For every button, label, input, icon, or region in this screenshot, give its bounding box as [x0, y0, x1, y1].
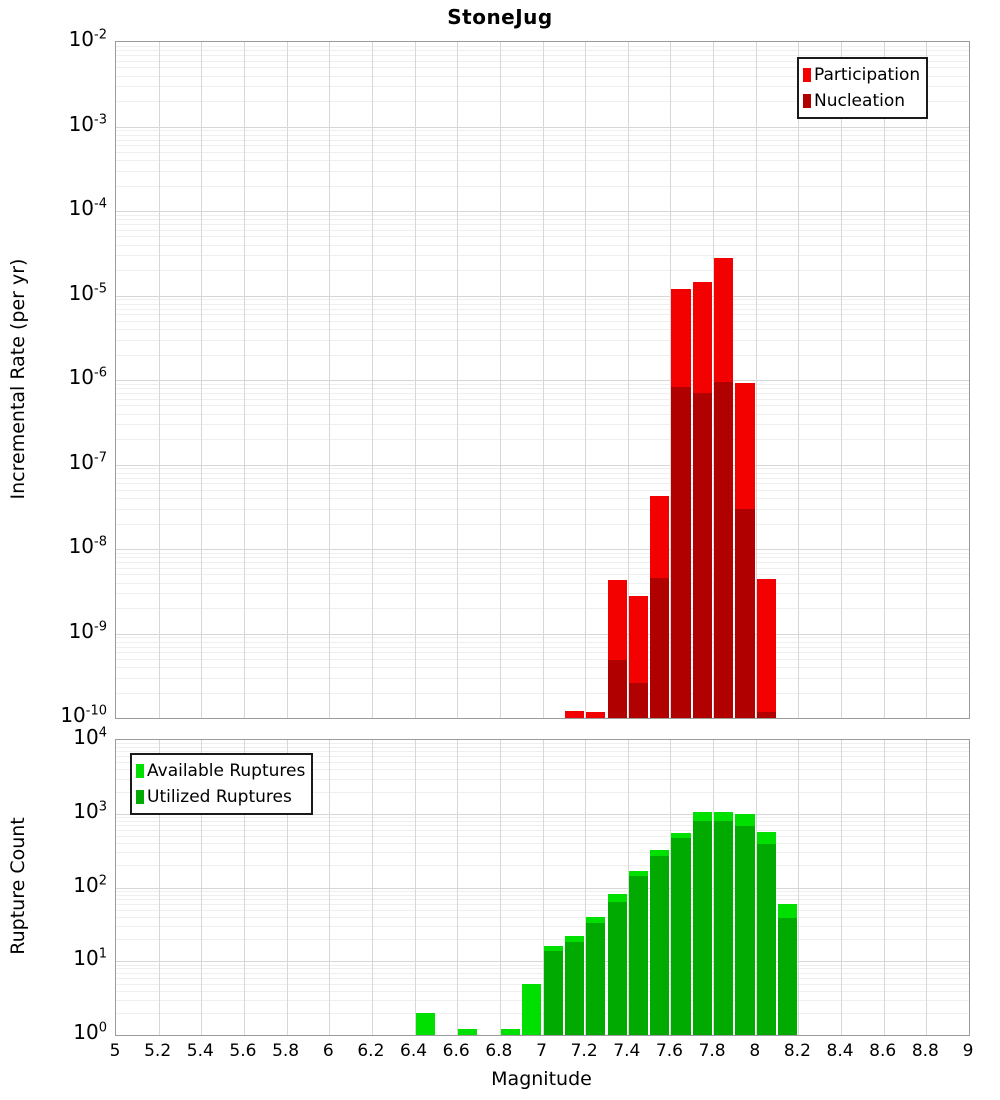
- bar-nucleation-m7.7: [693, 393, 712, 718]
- y-tick-label: $10^{-3}$: [68, 111, 107, 136]
- x-tick-label: 8: [749, 1041, 761, 1061]
- bar-utilized-ruptures-m7: [544, 951, 563, 1036]
- x-tick-label: 6.2: [357, 1041, 385, 1061]
- bottom-legend: [130, 753, 313, 815]
- x-tick-label: 7.2: [570, 1041, 598, 1061]
- vertical-gridline: [287, 42, 288, 718]
- x-tick-label: 6.4: [400, 1041, 428, 1061]
- bar-utilized-ruptures-m7.7: [693, 821, 712, 1035]
- bar-utilized-ruptures-m8: [757, 844, 776, 1035]
- legend-item-nucleation: [803, 88, 920, 114]
- x-tick-label: 8.2: [783, 1041, 811, 1061]
- legend-label: Participation: [814, 65, 921, 85]
- x-tick-label: 5.6: [229, 1041, 257, 1061]
- y-tick-label: $10^{-6}$: [68, 365, 107, 389]
- bar-utilized-ruptures-m7.6: [671, 838, 690, 1035]
- bar-available-ruptures-m6.8: [501, 1029, 520, 1036]
- y-tick-label: $10^{-9}$: [68, 618, 107, 643]
- bar-nucleation-m7.3: [608, 660, 627, 718]
- y-tick-label: $10^{-7}$: [68, 449, 107, 474]
- legend-label: Nucleation: [814, 91, 906, 111]
- vertical-gridline: [244, 42, 245, 718]
- x-tick-label: 8.6: [869, 1041, 897, 1061]
- x-tick-label: 7: [536, 1041, 547, 1061]
- bar-participation-m7.2: [586, 712, 605, 719]
- bar-nucleation-m8: [757, 712, 776, 719]
- available-ruptures-swatch-icon: [136, 764, 144, 778]
- bar-available-ruptures-m6.9: [522, 984, 541, 1036]
- bar-utilized-ruptures-m7.3: [608, 902, 627, 1035]
- y-tick-label: $10^{-4}$: [68, 196, 107, 220]
- bar-participation-m7.1: [565, 711, 584, 718]
- x-tick-label: 5.2: [144, 1041, 172, 1061]
- vertical-gridline: [798, 42, 799, 718]
- x-tick-label: 8.4: [826, 1041, 854, 1061]
- x-tick-label: 6: [322, 1041, 334, 1061]
- vertical-gridline: [884, 740, 885, 1035]
- y-tick-label: $10^{-10}$: [60, 703, 107, 727]
- x-tick-label: 5.8: [272, 1041, 300, 1061]
- legend-item-participation: [803, 62, 920, 88]
- vertical-gridline: [329, 42, 330, 718]
- chart-title: StoneJug: [447, 5, 553, 29]
- y-tick-label: $10^{-8}$: [68, 534, 107, 558]
- bar-utilized-ruptures-m7.4: [629, 876, 648, 1035]
- bar-nucleation-m7.9: [735, 509, 754, 718]
- bar-utilized-ruptures-m7.9: [735, 826, 754, 1035]
- vertical-gridline: [415, 740, 416, 1035]
- bar-nucleation-m7.4: [629, 683, 648, 718]
- x-tick-label: 5: [109, 1041, 121, 1061]
- y-tick-label: $10^0$: [73, 1020, 107, 1044]
- x-tick-label: 7.4: [613, 1041, 641, 1061]
- bar-utilized-ruptures-m8.1: [778, 918, 797, 1035]
- legend-item-available-ruptures: [136, 758, 305, 784]
- x-tick-label: 8.8: [911, 1041, 939, 1061]
- y-tick-label: $10^1$: [73, 946, 107, 971]
- vertical-gridline: [841, 740, 842, 1035]
- x-tick-label: 6.6: [442, 1041, 470, 1061]
- bar-utilized-ruptures-m7.1: [565, 942, 584, 1035]
- x-axis-title: Magnitude: [491, 1068, 592, 1090]
- vertical-gridline: [372, 42, 373, 718]
- bottom-y-axis-title: Rupture Count: [7, 817, 29, 955]
- legend-label: Utilized Ruptures: [147, 787, 292, 807]
- y-tick-label: $10^3$: [73, 798, 107, 823]
- vertical-gridline: [585, 42, 586, 718]
- vertical-gridline: [415, 42, 416, 718]
- bar-participation-m8: [757, 579, 776, 718]
- vertical-gridline: [329, 740, 330, 1035]
- legend-label: Available Ruptures: [147, 761, 306, 781]
- y-tick-label: $10^{-5}$: [68, 280, 107, 305]
- vertical-gridline: [500, 42, 501, 718]
- vertical-gridline: [926, 740, 927, 1035]
- top-plot-area: [115, 41, 970, 719]
- vertical-gridline: [543, 42, 544, 718]
- bar-available-ruptures-m6.6: [458, 1029, 477, 1036]
- bar-available-ruptures-m6.4: [416, 1013, 435, 1035]
- bar-nucleation-m7.8: [714, 382, 733, 718]
- grid-layer: [116, 42, 969, 718]
- top-legend: [797, 57, 928, 119]
- nucleation-swatch-icon: [803, 94, 811, 108]
- vertical-gridline: [841, 42, 842, 718]
- vertical-gridline: [372, 740, 373, 1035]
- vertical-gridline: [500, 740, 501, 1035]
- participation-swatch-icon: [803, 68, 811, 82]
- vertical-gridline: [457, 740, 458, 1035]
- vertical-gridline: [798, 740, 799, 1035]
- legend-item-utilized-ruptures: [136, 784, 305, 810]
- y-tick-label: $10^4$: [73, 725, 107, 749]
- x-tick-label: 6.8: [485, 1041, 513, 1061]
- bar-utilized-ruptures-m7.2: [586, 923, 605, 1035]
- vertical-gridline: [884, 42, 885, 718]
- x-tick-label: 9: [962, 1041, 974, 1061]
- x-tick-label: 5.4: [186, 1041, 214, 1061]
- vertical-gridline: [201, 42, 202, 718]
- bar-nucleation-m7.5: [650, 578, 669, 718]
- x-tick-label: 7.8: [698, 1041, 726, 1061]
- vertical-gridline: [926, 42, 927, 718]
- utilized-ruptures-swatch-icon: [136, 790, 144, 804]
- bar-utilized-ruptures-m7.8: [714, 821, 733, 1035]
- top-y-axis-title: Incremental Rate (per yr): [7, 258, 29, 500]
- y-tick-label: $10^{-2}$: [68, 27, 107, 51]
- bar-utilized-ruptures-m7.5: [650, 856, 669, 1035]
- vertical-gridline: [457, 42, 458, 718]
- y-tick-label: $10^2$: [73, 872, 107, 897]
- vertical-gridline: [159, 42, 160, 718]
- x-tick-label: 7.6: [655, 1041, 683, 1061]
- bar-nucleation-m7.6: [671, 387, 690, 718]
